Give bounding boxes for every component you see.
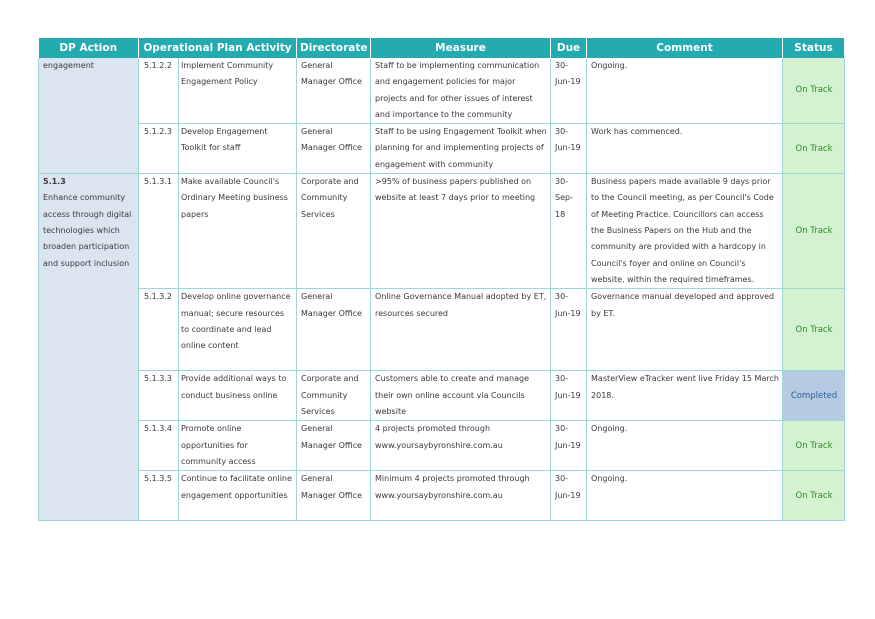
table-row	[39, 421, 845, 471]
activity-text: Implement Community Engagement Policy	[179, 58, 297, 124]
due-cell: 30-Jun-19	[551, 371, 587, 421]
due-cell: 30-Jun-19	[551, 124, 587, 174]
comment-cell: Ongoing.	[587, 471, 783, 521]
due-cell: 30-Sep-18	[551, 174, 587, 289]
header-measure: Measure	[371, 38, 551, 58]
status-badge: Completed	[783, 371, 845, 421]
dp-action-number: 5.1.3	[43, 177, 66, 187]
directorate-cell: Corporate and Community Services	[297, 371, 371, 421]
status-badge: On Track	[783, 124, 845, 174]
directorate-cell: General Manager Office	[297, 124, 371, 174]
activity-text: Promote online opportunities for community access	[179, 421, 297, 471]
status-badge: On Track	[783, 289, 845, 371]
measure-cell: Minimum 4 projects promoted through www.yoursaybyronshire.com.au	[371, 471, 551, 521]
header-comment: Comment	[587, 38, 783, 58]
status-badge: On Track	[783, 421, 845, 471]
activity-text: Develop online governance manual; secure resources to coordinate and lead online content	[179, 289, 297, 371]
table-row	[39, 124, 845, 174]
due-cell: 30-Jun-19	[551, 58, 587, 124]
table-row	[39, 58, 845, 124]
activity-number: 5.1.3.5	[139, 471, 179, 521]
measure-cell: Online Governance Manual adopted by ET, resources secured	[371, 289, 551, 371]
operational-plan-table	[38, 38, 845, 521]
header-dp-action: DP Action	[39, 38, 139, 58]
status-badge: On Track	[783, 471, 845, 521]
directorate-cell: General Manager Office	[297, 58, 371, 124]
directorate-cell: Corporate and Community Services	[297, 174, 371, 289]
comment-cell: Ongoing.	[587, 58, 783, 124]
table-row	[39, 174, 845, 289]
table-row	[39, 471, 845, 521]
header-status: Status	[783, 38, 845, 58]
dp-action-text: engagement	[43, 61, 94, 70]
activity-number: 5.1.2.2	[139, 58, 179, 124]
comment-cell: Business papers made available 9 days prior to the Council meeting, as per Council's Code of Meeting Practice. Councillors can access the Business Papers on the Hub and the community are provided with a hardcopy in Council's foyer and online on Council's website, within the required timeframes.	[587, 174, 783, 289]
activity-number: 5.1.3.2	[139, 289, 179, 371]
header-activity: Operational Plan Activity	[139, 38, 297, 58]
table-row	[39, 289, 845, 371]
status-badge: On Track	[783, 174, 845, 289]
measure-cell: Staff to be implementing communication and engagement policies for major projects and for other issues of interest and importance to the community	[371, 58, 551, 124]
activity-text: Develop Engagement Toolkit for staff	[179, 124, 297, 174]
table-header-row	[39, 38, 845, 58]
due-cell: 30-Jun-19	[551, 471, 587, 521]
activity-text: Make available Council's Ordinary Meeting business papers	[179, 174, 297, 289]
table-row	[39, 371, 845, 421]
activity-number: 5.1.3.3	[139, 371, 179, 421]
status-badge: On Track	[783, 58, 845, 124]
due-cell: 30-Jun-19	[551, 289, 587, 371]
header-directorate: Directorate	[297, 38, 371, 58]
measure-cell: 4 projects promoted through www.yoursaybyronshire.com.au	[371, 421, 551, 471]
comment-cell: Ongoing.	[587, 421, 783, 471]
comment-cell: Governance manual developed and approved by ET.	[587, 289, 783, 371]
activity-text: Continue to facilitate online engagement opportunities	[179, 471, 297, 521]
directorate-cell: General Manager Office	[297, 421, 371, 471]
due-cell: 30-Jun-19	[551, 421, 587, 471]
comment-cell: MasterView eTracker went live Friday 15 March 2018.	[587, 371, 783, 421]
directorate-cell: General Manager Office	[297, 471, 371, 521]
measure-cell: >95% of business papers published on website at least 7 days prior to meeting	[371, 174, 551, 289]
dp-action-cell	[39, 174, 139, 521]
measure-cell: Customers able to create and manage their own online account via Councils website	[371, 371, 551, 421]
activity-text: Provide additional ways to conduct business online	[179, 371, 297, 421]
dp-action-text: Enhance community access through digital technologies which broaden participation and support inclusion	[43, 193, 132, 268]
measure-cell: Staff to be using Engagement Toolkit when planning for and implementing projects of engagement with community	[371, 124, 551, 174]
activity-number: 5.1.2.3	[139, 124, 179, 174]
header-due: Due	[551, 38, 587, 58]
directorate-cell: General Manager Office	[297, 289, 371, 371]
comment-cell: Work has commenced.	[587, 124, 783, 174]
dp-action-cell	[39, 58, 139, 174]
activity-number: 5.1.3.1	[139, 174, 179, 289]
activity-number: 5.1.3.4	[139, 421, 179, 471]
